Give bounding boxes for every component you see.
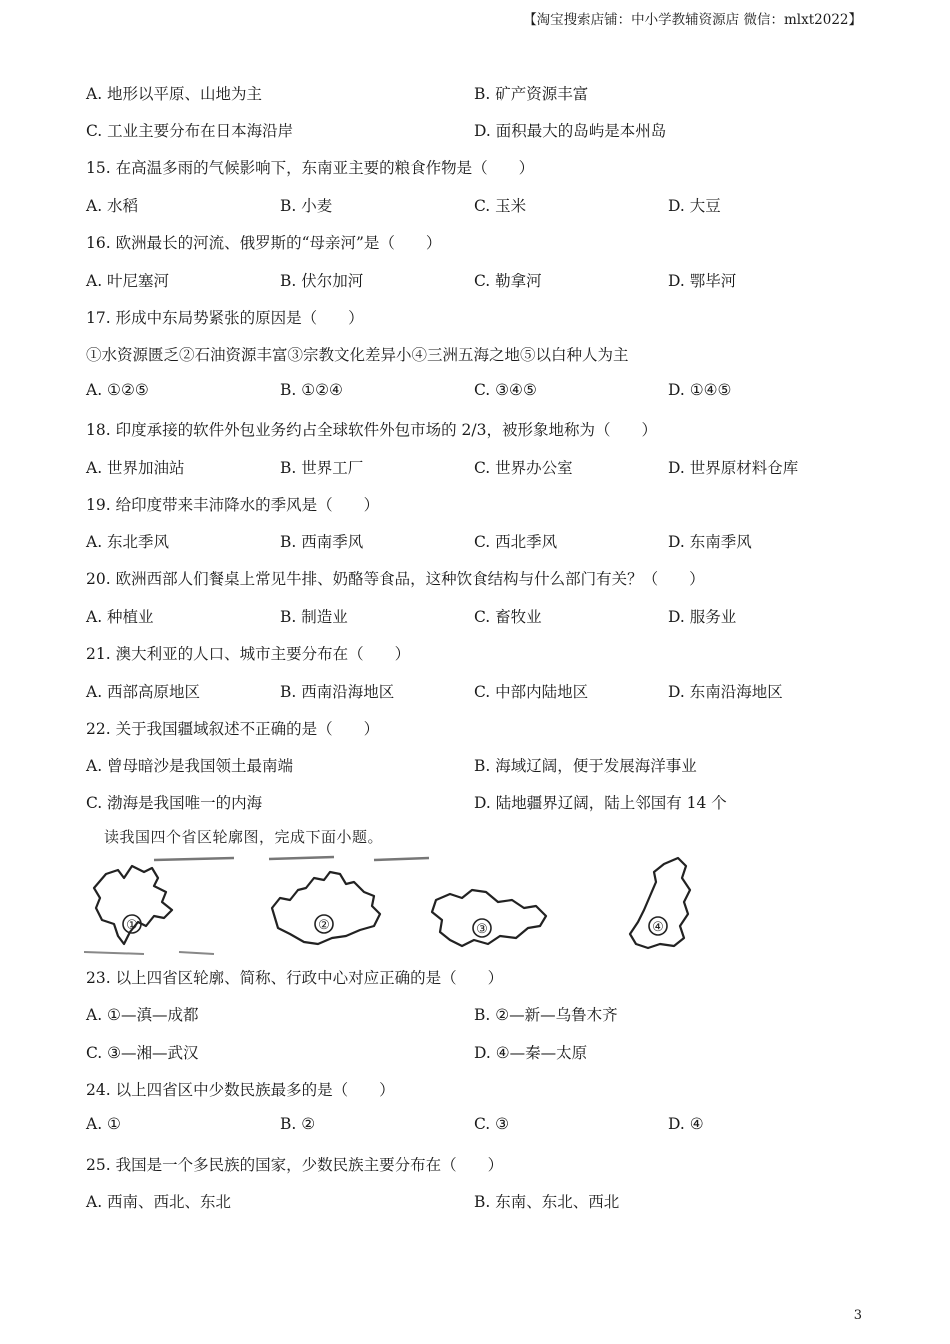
outline-4-label: ④ (652, 920, 664, 935)
q16-option-d: D. 鄂毕河 (668, 272, 737, 290)
q16-option-a: A. 叶尼塞河 (86, 272, 170, 290)
q23-option-d: D. ④—秦—太原 (474, 1044, 588, 1062)
q22-option-d: D. 陆地疆界辽阔，陆上邻国有 14 个 (474, 794, 727, 812)
q19-option-d: D. 东南季风 (668, 533, 752, 551)
q24-stem: 24. 以上四省区中少数民族最多的是（ ） (86, 1081, 395, 1099)
q22-stem: 22. 关于我国疆域叙述不正确的是（ ） (86, 720, 380, 738)
map-intro: 读我国四个省区轮廓图，完成下面小题。 (104, 828, 384, 846)
q20-stem: 20. 欧洲西部人们餐桌上常见牛排、奶酪等食品，这种饮食结构与什么部门有关？（ ） (86, 570, 705, 588)
q14-option-d: D. 面积最大的岛屿是本州岛 (474, 122, 667, 140)
q19-option-a: A. 东北季风 (86, 533, 170, 551)
province-outline-3 (432, 890, 546, 946)
q15-option-c: C. 玉米 (474, 197, 527, 215)
q17-option-b: B. ①②④ (280, 381, 343, 399)
q18-option-d: D. 世界原材料仓库 (668, 459, 799, 477)
outline-2-label: ② (318, 918, 330, 933)
q25-option-b: B. 东南、东北、西北 (474, 1193, 620, 1211)
q19-stem: 19. 给印度带来丰沛降水的季风是（ ） (86, 496, 380, 514)
page-header: 【淘宝搜索店铺：中小学教辅资源店 微信：mlxt2022】 (523, 12, 862, 28)
q15-option-a: A. 水稻 (86, 197, 139, 215)
page-number: 3 (853, 1308, 862, 1323)
q15-option-d: D. 大豆 (668, 197, 721, 215)
q21-option-d: D. 东南沿海地区 (668, 683, 783, 701)
q19-option-b: B. 西南季风 (280, 533, 364, 551)
q20-option-c: C. 畜牧业 (474, 608, 542, 626)
q19-option-c: C. 西北季风 (474, 533, 558, 551)
q22-option-c: C. 渤海是我国唯一的内海 (86, 794, 263, 812)
q23-option-a: A. ①—滇—成都 (86, 1006, 199, 1024)
q15-stem: 15. 在高温多雨的气候影响下，东南亚主要的粮食作物是（ ） (86, 159, 535, 177)
scan-artifact-bottom (84, 952, 214, 954)
scan-artifact-top (154, 857, 429, 860)
q23-option-c: C. ③—湘—武汉 (86, 1044, 199, 1062)
q21-option-a: A. 西部高原地区 (86, 683, 201, 701)
q20-option-b: B. 制造业 (280, 608, 348, 626)
q14-option-a: A. 地形以平原、山地为主 (86, 85, 263, 103)
q17-option-a: A. ①②⑤ (86, 381, 149, 399)
q21-option-c: C. 中部内陆地区 (474, 683, 589, 701)
outline-3-label: ③ (476, 922, 488, 937)
q23-stem: 23. 以上四省区轮廓、简称、行政中心对应正确的是（ ） (86, 969, 504, 987)
q24-option-a: A. ① (86, 1115, 121, 1133)
q23-option-b: B. ②—新—乌鲁木齐 (474, 1006, 618, 1024)
outline-1-label: ① (126, 918, 138, 933)
q24-option-b: B. ② (280, 1115, 316, 1133)
q20-option-a: A. 种植业 (86, 608, 154, 626)
q18-option-c: C. 世界办公室 (474, 459, 573, 477)
q14-option-b: B. 矿产资源丰富 (474, 85, 589, 103)
q22-option-b: B. 海域辽阔，便于发展海洋事业 (474, 757, 697, 775)
q25-option-a: A. 西南、西北、东北 (86, 1193, 232, 1211)
q14-option-c: C. 工业主要分布在日本海沿岸 (86, 122, 294, 140)
q16-option-c: C. 勒拿河 (474, 272, 542, 290)
q17-option-d: D. ①④⑤ (668, 381, 732, 399)
q18-option-b: B. 世界工厂 (280, 459, 364, 477)
q24-option-d: D. ④ (668, 1115, 704, 1133)
q16-option-b: B. 伏尔加河 (280, 272, 364, 290)
q17-option-c: C. ③④⑤ (474, 381, 537, 399)
q15-option-b: B. 小麦 (280, 197, 333, 215)
q16-stem: 16. 欧洲最长的河流、俄罗斯的“母亲河”是（ ） (86, 234, 442, 252)
q17-statements: ①水资源匮乏②石油资源丰富③宗教文化差异小④三洲五海之地⑤以白种人为主 (86, 346, 629, 364)
q21-stem: 21. 澳大利亚的人口、城市主要分布在（ ） (86, 645, 411, 663)
province-outline-figure (84, 848, 744, 960)
q22-option-a: A. 曾母暗沙是我国领土最南端 (86, 757, 294, 775)
q24-option-c: C. ③ (474, 1115, 510, 1133)
q18-stem: 18. 印度承接的软件外包业务约占全球软件外包市场的 2/3，被形象地称为（ ） (86, 421, 657, 439)
q18-option-a: A. 世界加油站 (86, 459, 185, 477)
q21-option-b: B. 西南沿海地区 (280, 683, 395, 701)
q17-stem: 17. 形成中东局势紧张的原因是（ ） (86, 309, 364, 327)
q25-stem: 25. 我国是一个多民族的国家，少数民族主要分布在（ ） (86, 1156, 504, 1174)
q20-option-d: D. 服务业 (668, 608, 737, 626)
